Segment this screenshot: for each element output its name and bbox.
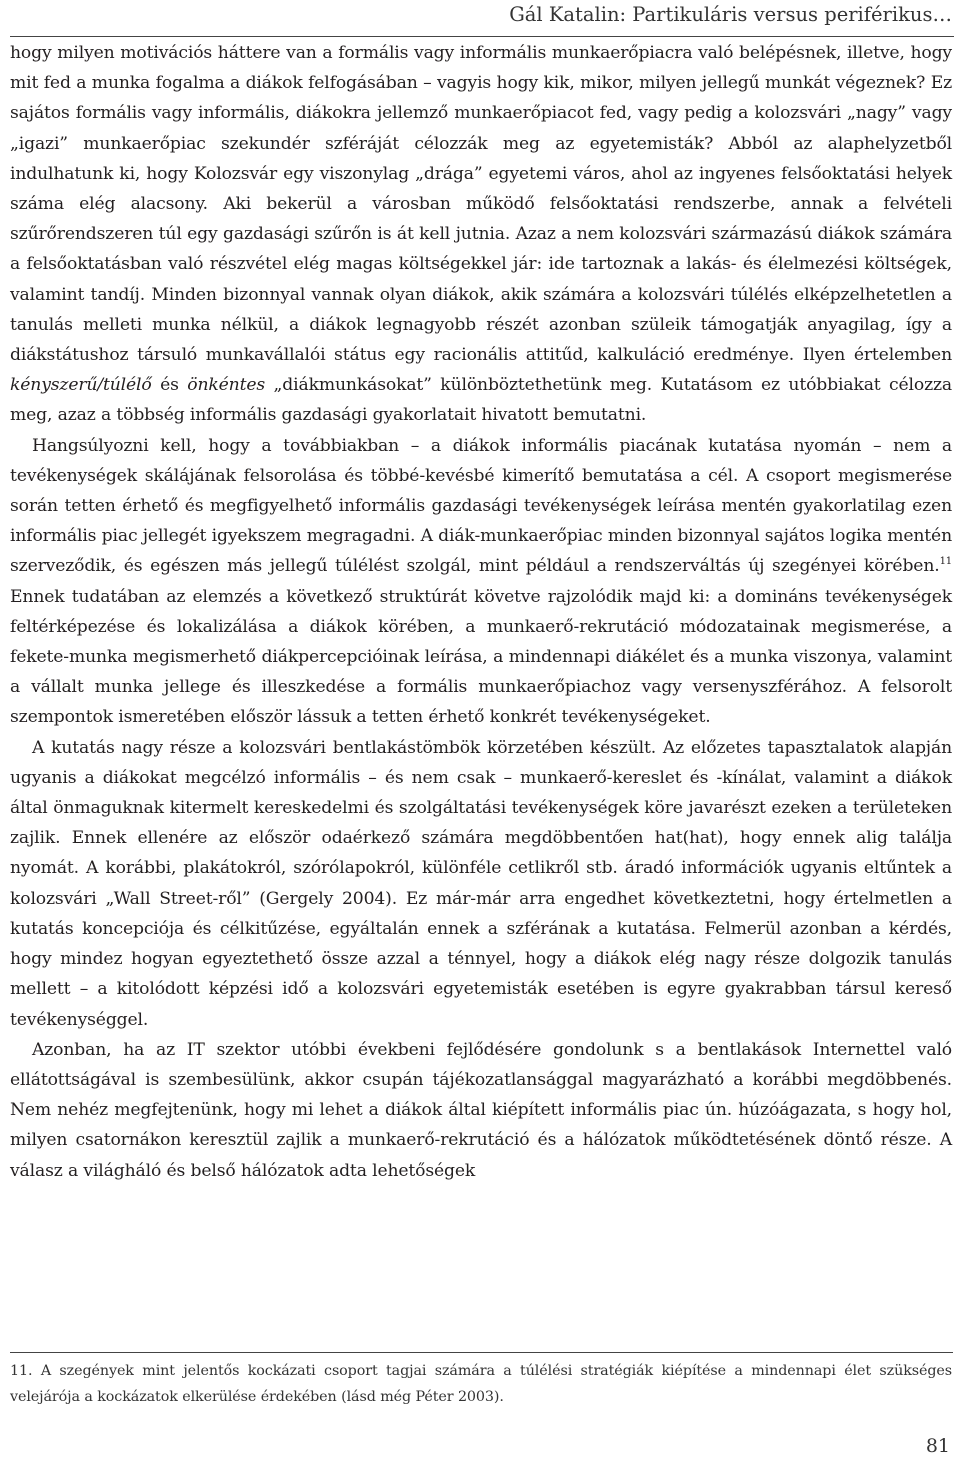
emphasis-forced-survivor: kényszerű/túlélő: [10, 375, 152, 396]
footnote-rule: [10, 1352, 953, 1353]
paragraph-1-text-a: hogy milyen motivációs háttere van a formális vagy informális munkaerőpiacra való belépésnek, illetve, hogy mit fed a munka fogalma a diákok felfogásában – vagyis hogy kik, mikor, milyen jellegű munkát végeznek? Ez sajátos formális vagy informális, diákokra jellemző munkaerőpiacot fed, vagy pedig a kolozsvári „nagy” vagy „igazi” munkaerőpiac szekundér szféráját célozzák meg az egyetemisták? Abból az alaphelyzetből indulhatunk ki, hogy Kolozsvár egy viszonylag „drága” egyetemi város, ahol az ingyenes felsőoktatási helyek száma elég alacsony. Aki bekerül a városban működő felsőoktatási rendszerbe, annak a felvételi szűrőrendszeren túl egy gazdasági szűrőn is át kell jutnia. Azaz a nem kolozsvári származású diákok számára a felsőoktatásban való részvétel elég magas költségekkel jár: ide tartoznak a lakás- és élelmezési költségek, valamint tandíj. Minden bizonnyal vannak olyan diákok, akik számára a kolozsvári túlélés elképzelhetetlen a tanulás melleti munka nélkül, a diákok legnagyobb részét azonban szüleik támogatják anyagilag, így a diákstátushoz társuló munkavállalói státus egy racionális attitűd, kalkuláció eredménye. Ilyen értelemben: [10, 43, 952, 366]
emphasis-voluntary: önkéntes: [187, 375, 266, 396]
footnote-text: A szegények mint jelentős kockázati csoport tagjai számára a túlélési stratégiák kiépítése a mindennapi élet szükséges velejárója a kockázatok elkerülése érdekében (lásd még Péter 2003).: [10, 1363, 952, 1405]
footnote-reference[interactable]: 11: [939, 556, 952, 568]
footnote-number: 11.: [10, 1363, 33, 1379]
paragraph-1-text-b: és: [151, 375, 188, 396]
paragraph-4: Azonban, ha az IT szektor utóbbi évekbeni fejlődésére gondolunk s a bentlakások Internettel való ellátottságával is szembesülünk, akkor csupán tájékozatlansággal magyarázható a korábbi megdöbbenés. Nem nehéz megfejtenünk, hogy mi lehet a diákok által kiépített informális piac ún. húzóágazata, s hogy hol, milyen csatornákon keresztül zajlik a munkaerő-rekrutáció és a hálózatok működtetésének döntő része. A válasz a világháló és belső hálózatok adta lehetőségek: [10, 1039, 952, 1181]
header-rule: [10, 36, 954, 37]
main-text: [10, 38, 952, 1186]
footnote: [10, 1358, 952, 1410]
paragraph-3: A kutatás nagy része a kolozsvári bentlakástömbök körzetében készült. Az előzetes tapasztalatok alapján ugyanis a diákokat megcélzó informális – és nem csak – munkaerő-kereslet és -kínálat, valamint a diákok által önmaguknak kitermelt kereskedelmi és szolgáltatási tevékenységek köre javarészt ezeken a területeken zajlik. Ennek ellenére az először odaérkező számára megdöbbentően hat(hat), hogy ennek alig találja nyomát. A korábbi, plakátokról, szórólapokról, különféle cetlikről stb. áradó információk ugyanis eltűntek a kolozsvári „Wall Street-ről” (Gergely 2004). Ez már-már arra engedhet következtetni, hogy értelmetlen a kutatás koncepciója és célkitűzése, egyáltalán ennek a szférának a kutatása. Felmerül azonban a kérdés, hogy mindez hogyan egyeztethető össze azzal a ténnyel, hogy a diákok elég nagy része dolgozik tanulás mellett – a kitolódott képzési idő a kolozsvári egyetemisták esetében is egyre gyakrabban társul kereső tevékenységgel.: [10, 737, 952, 1030]
paragraph-1: [10, 38, 952, 431]
page-number: 81: [925, 1435, 950, 1457]
paragraph-2-text-b: Ennek tudatában az elemzés a következő struktúrát követve rajzolódik majd ki: a domináns tevékenységek feltérképezése és lokalizálása a diákok körében, a munkaerő-rekrutáció módozatainak megismerése, a fekete-munka megismerhető diákpercepcióinak leírása, a mindennapi diákélet és a munka viszonya, valamint a vállalt munka jellege és illeszkedése a formális munkaerőpiachoz vagy versenyszférához. A felsorolt szempontok ismeretében először lássuk a tetten érhető konkrét tevékenységeket.: [10, 586, 952, 728]
paragraph-2-text-a: Hangsúlyozni kell, hogy a továbbiakban – a diákok informális piacának kutatása nyomán – nem a tevékenységek skálájának felsorolása és többé-kevésbé kimerítő bemutatása a cél. A csoport megismerése során tetten érhető és megfigyelhető informális gazdasági tevékenységek leírása mentén gyakorlatilag ezen informális piac jellegét igyekszem megragadni. A diák-munkaerőpiac minden bizonnyal sajátos logika mentén szerveződik, és egészen más jellegű túlélést szolgál, mint például a rendszerváltás új szegényei körében.: [10, 435, 952, 577]
running-header: Gál Katalin: Partikuláris versus periférikus…: [509, 3, 952, 26]
paragraph-1-text-c: „diákmunkásokat” különböztethetünk meg. Kutatásom ez utóbbiakat célozza meg, azaz a többség informális gazdasági gyakorlatait hivatott bemutatni.: [10, 375, 952, 426]
paragraph-2: [10, 431, 952, 733]
